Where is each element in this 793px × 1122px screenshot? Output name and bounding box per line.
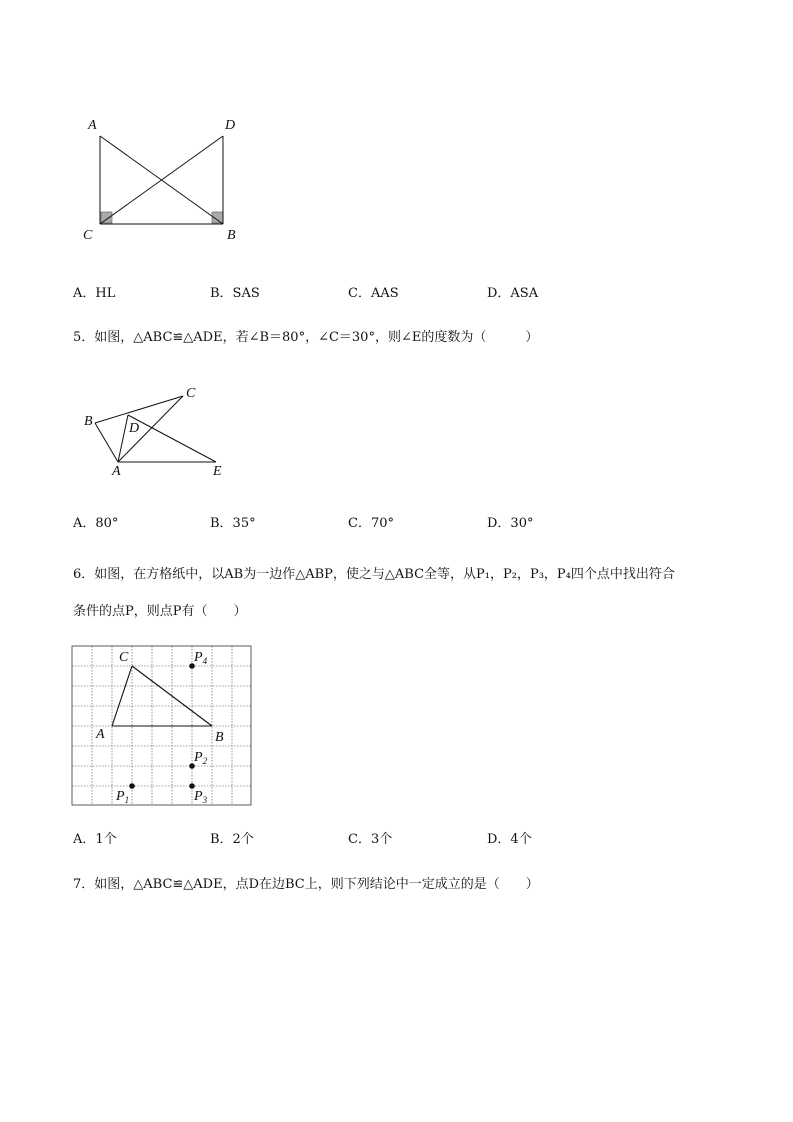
q7-question-text: 7．如图，△ABC≌△ADE，点D在边BC上，则下列结论中一定成立的是（ ）	[73, 877, 539, 892]
q5-option-c: C．70°	[348, 516, 394, 531]
q4-option-d: D．ASA	[487, 286, 539, 301]
label-p2: $P_2$	[194, 750, 208, 766]
q6-option-b: B．2个	[210, 832, 254, 847]
label-b: B	[84, 414, 93, 429]
q6-option-a: A．1个	[73, 832, 117, 847]
q5-question-text: 5．如图，△ABC≌△ADE，若∠B＝80°，∠C＝30°，则∠E的度数为（ ）	[73, 330, 539, 345]
label-b: B	[215, 730, 224, 745]
label-c: C	[83, 228, 93, 243]
label-b: B	[227, 228, 236, 243]
label-a: A	[88, 118, 97, 133]
q5-option-b: B．35°	[210, 516, 256, 531]
q6-option-d: D．4个	[487, 832, 532, 847]
q5-option-d: D．30°	[487, 516, 534, 531]
q6-question-line2: 条件的点P，则点P有（ ）	[73, 604, 247, 619]
segment-ac	[112, 666, 132, 726]
label-p1: $P_1$	[116, 789, 130, 805]
label-c: C	[119, 650, 129, 665]
point-p1	[129, 783, 135, 789]
q4-option-c: C．AAS	[348, 286, 399, 301]
label-d: D	[129, 421, 140, 436]
q4-option-b: B．SAS	[210, 286, 260, 301]
label-p3: $P_3$	[194, 789, 208, 805]
label-d: D	[225, 118, 236, 133]
q5-option-a: A．80°	[73, 516, 119, 531]
label-c: C	[186, 386, 196, 401]
q4-option-a: A．HL	[73, 286, 116, 301]
q6-option-c: C．3个	[348, 832, 393, 847]
label-a: A	[112, 464, 121, 479]
q6-question-line1: 6．如图，在方格纸中，以AB为一边作△ABP，使之与△ABC全等，从P₁，P₂，P₃，P₄四个点中找出符合	[73, 567, 675, 582]
label-p4: $P_4$	[194, 650, 208, 666]
label-a: A	[96, 727, 105, 742]
label-e: E	[213, 464, 222, 479]
point-p3	[189, 783, 195, 789]
segment-cb	[132, 666, 212, 726]
